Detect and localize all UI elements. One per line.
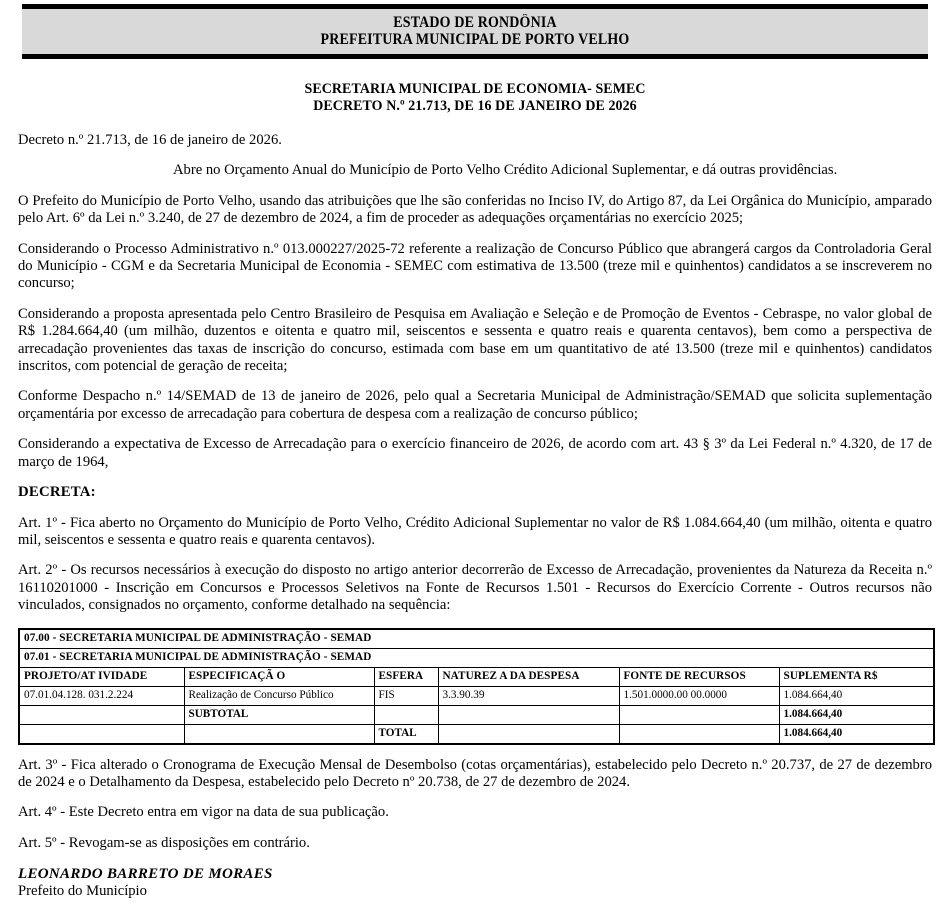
table-row-organ-2	[19, 648, 934, 667]
cell-subtotal-empty-natureza	[438, 705, 619, 724]
cell-total-empty-especificacao	[184, 724, 374, 744]
article-3-paragraph: Art. 3º - Fica alterado o Cronograma de Execução Mensal de Desembolso (cotas orçamentárias), estabelecido pelo Decreto n.º 20.737, de 27 de dezembro de 2024 e o Detalhamento da Despesa, estabelecido pelo Decreto nº 20.738, de 27 de dezembro de 2024.	[18, 756, 932, 790]
cell-suplementa-valor: 1.084.664,40	[779, 686, 934, 705]
signature-block	[18, 866, 932, 900]
column-header-esfera: ESFERA	[374, 667, 438, 686]
column-header-projeto: PROJETO/AT IVIDADE	[19, 667, 184, 686]
table-row-total	[19, 724, 934, 744]
article-1-paragraph: Art. 1º - Fica aberto no Orçamento do Município de Porto Velho, Crédito Adicional Suplementar no valor de R$ 1.084.664,40 (um milhão, oitenta e quatro mil, seiscentos e sessenta e quatro reais e quarenta centavos).	[18, 514, 932, 548]
cell-natureza-despesa: 3.3.90.39	[438, 686, 619, 705]
preamble-paragraph: O Prefeito do Município de Porto Velho, usando das atribuições que lhe são conferidas no Inciso IV, do Artigo 87, da Lei Orgânica do Município, amparado pelo Art. 6º da Lei n.º 3.240, de 27 de dezembro de 2024, a fim de proceder as adequações orçamentárias no exercício 2025;	[18, 192, 932, 227]
cell-especificacao: Realização de Concurso Público	[184, 686, 374, 705]
column-header-suplementa: SUPLEMENTA R$	[779, 667, 934, 686]
masthead-banner	[22, 4, 928, 59]
secretariat-title: SECRETARIA MUNICIPAL DE ECONOMIA- SEMEC	[304, 81, 646, 97]
column-header-fonte-recursos: FONTE DE RECURSOS	[619, 667, 779, 686]
ementa-paragraph: Abre no Orçamento Anual do Município de Porto Velho Crédito Adicional Suplementar, e dá outras providências.	[173, 162, 838, 179]
cell-total-label: TOTAL	[374, 724, 438, 744]
cell-subtotal-value: 1.084.664,40	[779, 705, 934, 724]
masthead-state-line: ESTADO DE RONDÔNIA	[393, 14, 557, 31]
cell-subtotal-label: SUBTOTAL	[184, 705, 374, 724]
table-row	[19, 686, 934, 705]
cell-total-empty-natureza	[438, 724, 619, 744]
article-2-paragraph: Art. 2º - Os recursos necessários à execução do disposto no artigo anterior decorrerão de Excesso de Arrecadação, provenientes da Natureza da Receita n.º 16110201000 - Inscrição em Concursos e Processos Seletivos na Fonte de Recursos 1.501 - Recursos do Exercício Corrente - Outros recursos não vinculados, consignados no orçamento, conforme detalhado na sequência:	[18, 562, 932, 614]
cell-esfera: FIS	[374, 686, 438, 705]
cell-fonte-recursos: 1.501.0000.00 00.0000	[619, 686, 779, 705]
column-header-natureza-despesa: NATUREZ A DA DESPESA	[438, 667, 619, 686]
cell-subtotal-empty-projeto	[19, 705, 184, 724]
decree-reference-line: Decreto n.º 21.713, de 16 de janeiro de 2026.	[18, 132, 282, 148]
signatory-name: LEONARDO BARRETO DE MORAES	[18, 866, 273, 883]
article-4-paragraph: Art. 4º - Este Decreto entra em vigor na data de sua publicação.	[18, 804, 389, 821]
column-header-especificacao: ESPECIFICAÇÃ O	[184, 667, 374, 686]
document-title-block	[18, 81, 932, 115]
conforme-despacho-paragraph: Conforme Despacho n.º 14/SEMAD de 13 de janeiro de 2026, pelo qual a Secretaria Municipal de Administração/SEMAD que solicita suplementação orçamentária por excesso de arrecadação para cobertura de despesa com a realização de concurso público;	[18, 388, 932, 422]
considerando-paragraph-3: Considerando a expectativa de Excesso de Arrecadação para o exercício financeiro de 2026, de acordo com art. 43 § 3º da Lei Federal n.º 4.320, de 17 de março de 1964,	[18, 436, 932, 470]
organ-line-2: 07.01 - SECRETARIA MUNICIPAL DE ADMINISTRAÇÃO - SEMAD	[19, 648, 934, 667]
document-body	[18, 132, 932, 900]
considerando-paragraph-2: Considerando a proposta apresentada pelo Centro Brasileiro de Pesquisa em Avaliação e Seleção e de Promoção de Eventos - Cebraspe, no valor global de R$ 1.284.664,40 (um milhão, duzentos e oitenta e quatro mil, seiscentos e sessenta e quatro reais e quarenta centavos), bem como a perspectiva de arrecadação provenientes das taxas de inscrição do concurso, estimada com base em um quantitativo de até 13.500 (treze mil e quinhentos) candidatos inscritos, com potencial de geração de receita;	[18, 305, 932, 375]
signatory-role: Prefeito do Município	[18, 883, 147, 900]
table-header-row	[19, 667, 934, 686]
table-row-organ-1	[19, 629, 934, 649]
cell-total-value: 1.084.664,40	[779, 724, 934, 744]
article-5-paragraph: Art. 5º - Revogam-se as disposições em contrário.	[18, 834, 310, 851]
considerando-paragraph-1: Considerando o Processo Administrativo n.º 013.000227/2025-72 referente a realização de Concurso Público que abrangerá cargos da Controladoria Geral do Município - CGM e da Secretaria Municipal de Economia - SEMEC com estimativa de 13.500 (treze mil e quinhentos) candidatos a se inscreverem no concurso;	[18, 240, 932, 292]
cell-total-empty-projeto	[19, 724, 184, 744]
cell-projeto-atividade: 07.01.04.128. 031.2.224	[19, 686, 184, 705]
budget-table	[18, 628, 935, 745]
decree-title: DECRETO N.º 21.713, DE 16 DE JANEIRO DE 2026	[313, 98, 637, 114]
decreta-heading: DECRETA:	[18, 484, 96, 501]
cell-subtotal-empty-fonte	[619, 705, 779, 724]
cell-total-empty-fonte	[619, 724, 779, 744]
organ-line-1: 07.00 - SECRETARIA MUNICIPAL DE ADMINISTRAÇÃO - SEMAD	[19, 629, 934, 649]
cell-subtotal-empty-esfera	[374, 705, 438, 724]
masthead-municipality-line: PREFEITURA MUNICIPAL DE PORTO VELHO	[320, 31, 630, 48]
table-row-subtotal	[19, 705, 934, 724]
document-page	[0, 4, 950, 923]
